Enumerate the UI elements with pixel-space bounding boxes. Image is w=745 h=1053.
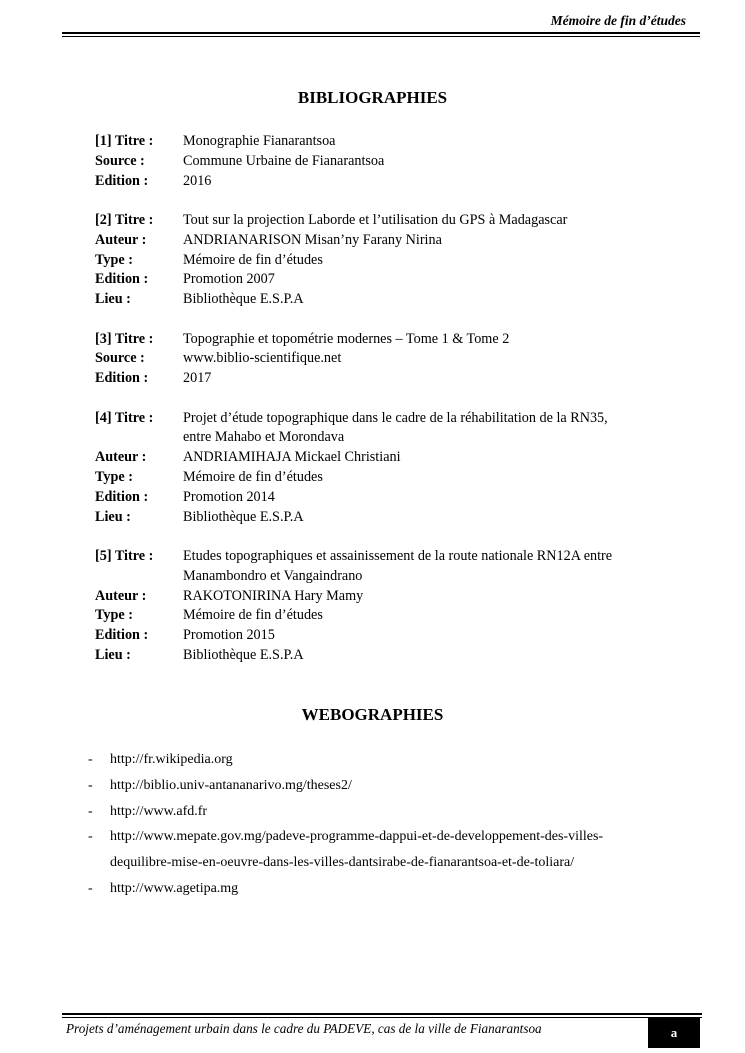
footer-rule-thin (62, 1017, 702, 1018)
entry-value-line: Bibliothèque E.S.P.A (183, 508, 304, 525)
entry-label: [2] Titre : (95, 211, 154, 228)
entry-value (183, 251, 695, 271)
list-bullet: - (88, 803, 93, 819)
entry-row (95, 132, 695, 152)
entry-row (95, 231, 695, 251)
webography-url (110, 773, 708, 799)
bibliography-entry (95, 330, 695, 389)
entry-value-line: Manambondro et Vangaindrano (183, 567, 363, 584)
entry-row (95, 409, 695, 449)
webography-item (88, 876, 708, 902)
entry-row (95, 349, 695, 369)
entry-value-line: Promotion 2015 (183, 627, 275, 644)
webography-list (88, 747, 708, 902)
webography-url-line: http://www.afd.fr (110, 803, 208, 819)
list-bullet: - (88, 752, 93, 767)
entry-label: Auteur : (95, 587, 147, 604)
entry-value (183, 448, 695, 468)
entry-value-line: entre Mahabo et Morondava (183, 429, 345, 446)
entry-value (183, 369, 695, 389)
entry-value (183, 152, 695, 172)
entry-row (95, 330, 695, 350)
entry-label: [1] Titre : (95, 133, 154, 149)
entry-value (183, 508, 695, 528)
webography-item (88, 824, 708, 876)
entry-value-line: 2017 (183, 370, 212, 387)
entry-value (183, 211, 695, 231)
list-bullet: - (88, 829, 93, 845)
entry-value (183, 349, 695, 369)
header-rule-thin (62, 36, 700, 37)
entry-row (95, 448, 695, 468)
entry-value-line: Mémoire de fin d’études (183, 251, 323, 268)
entry-label: Auteur : (95, 449, 147, 466)
entry-label: Edition : (95, 271, 149, 288)
header-title: Mémoire de fin d’études (550, 13, 686, 28)
bibliography-entry (95, 547, 695, 666)
bibliography-entry (95, 132, 695, 191)
entry-value (183, 231, 695, 251)
entry-value (183, 547, 695, 587)
entry-value-line: Etudes topographiques et assainissement de la route nationale RN12A entre (183, 547, 613, 564)
list-bullet: - (88, 880, 93, 896)
entry-value-line: Promotion 2014 (183, 488, 275, 505)
webography-url-line: http://www.mepate.gov.mg/padeve-programme-dappui-et-de-developpement-des-villes- (110, 829, 604, 845)
header-rule (62, 32, 700, 34)
entry-value (183, 488, 695, 508)
entry-label: Edition : (95, 627, 149, 644)
entry-row (95, 488, 695, 508)
entry-label: Type : (95, 468, 133, 485)
entry-label: Type : (95, 251, 133, 268)
entry-value-line: RAKOTONIRINA Hary Mamy (183, 587, 364, 604)
entry-label: Lieu : (95, 646, 131, 663)
entry-value (183, 587, 695, 607)
webography-url-line: http://www.agetipa.mg (110, 880, 239, 896)
entry-row (95, 270, 695, 290)
entry-label: Edition : (95, 172, 149, 189)
entry-row (95, 251, 695, 271)
entry-value (183, 290, 695, 310)
entry-row (95, 626, 695, 646)
entry-value (183, 646, 695, 666)
entry-value-line: ANDRIANARISON Misan’ny Farany Nirina (183, 231, 442, 248)
bibliography-entry (95, 211, 695, 310)
entry-label: [4] Titre : (95, 409, 154, 426)
entry-row (95, 211, 695, 231)
entry-value-line: Projet d’étude topographique dans le cadre de la réhabilitation de la RN35, (183, 409, 608, 426)
entry-value (183, 409, 695, 449)
entry-value-line: Monographie Fianarantsoa (183, 133, 336, 149)
entry-row (95, 587, 695, 607)
entry-row (95, 606, 695, 626)
entry-value-line: ANDRIAMIHAJA Mickael Christiani (183, 449, 401, 466)
entry-label: Edition : (95, 488, 149, 505)
entry-label: [3] Titre : (95, 330, 154, 347)
entry-row (95, 646, 695, 666)
page-header (62, 0, 700, 38)
webography-url (110, 799, 708, 825)
entry-value (183, 172, 695, 192)
bibliography-list (95, 132, 695, 685)
entry-row (95, 369, 695, 389)
entry-value (183, 468, 695, 488)
entry-value (183, 330, 695, 350)
entry-value (183, 132, 695, 152)
webography-url-line: http://biblio.univ-antananarivo.mg/theses2/ (110, 777, 352, 793)
entry-value (183, 606, 695, 626)
webography-title: WEBOGRAPHIES (301, 705, 444, 724)
bibliography-entry (95, 409, 695, 528)
entry-row (95, 152, 695, 172)
entry-value-line: www.biblio-scientifique.net (183, 350, 342, 367)
entry-value-line: Bibliothèque E.S.P.A (183, 291, 304, 308)
entry-label: [5] Titre : (95, 547, 154, 564)
entry-label: Source : (95, 152, 145, 169)
list-bullet: - (88, 777, 93, 793)
entry-value-line: Mémoire de fin d’études (183, 468, 323, 485)
entry-row (95, 508, 695, 528)
entry-value-line: Tout sur la projection Laborde et l’utilisation du GPS à Madagascar (183, 211, 568, 228)
entry-label: Type : (95, 607, 133, 624)
webography-item (88, 773, 708, 799)
webography-url-line: http://fr.wikipedia.org (110, 752, 233, 767)
entry-value (183, 270, 695, 290)
entry-row (95, 290, 695, 310)
entry-value-line: Bibliothèque E.S.P.A (183, 646, 304, 663)
webography-url (110, 876, 708, 902)
entry-row (95, 547, 695, 587)
bibliography-title: BIBLIOGRAPHIES (297, 88, 448, 107)
entry-label: Lieu : (95, 508, 131, 525)
entry-row (95, 468, 695, 488)
webography-item (88, 747, 708, 773)
footer-text: Projets d’aménagement urbain dans le cadre du PADEVE, cas de la ville de Fianarantsoa (66, 1021, 542, 1036)
entry-value-line: Mémoire de fin d’études (183, 607, 323, 624)
webography-item (88, 799, 708, 825)
entry-value (183, 626, 695, 646)
webography-url (110, 747, 708, 773)
entry-value-line: Promotion 2007 (183, 271, 275, 288)
entry-row (95, 172, 695, 192)
entry-label: Auteur : (95, 231, 147, 248)
page-number: a (648, 1018, 700, 1048)
entry-label: Lieu : (95, 291, 131, 308)
footer-rule (62, 1013, 702, 1015)
entry-value-line: Topographie et topométrie modernes – Tome 1 & Tome 2 (183, 330, 510, 347)
entry-value-line: 2016 (183, 172, 212, 189)
entry-value-line: Commune Urbaine de Fianarantsoa (183, 152, 385, 169)
entry-label: Edition : (95, 370, 149, 387)
entry-label: Source : (95, 350, 145, 367)
webography-url (110, 824, 708, 876)
webography-url-line: dequilibre-mise-en-oeuvre-dans-les-villes-dantsirabe-de-fianarantsoa-et-de-toliara/ (110, 855, 575, 871)
page-footer (62, 1010, 702, 1050)
